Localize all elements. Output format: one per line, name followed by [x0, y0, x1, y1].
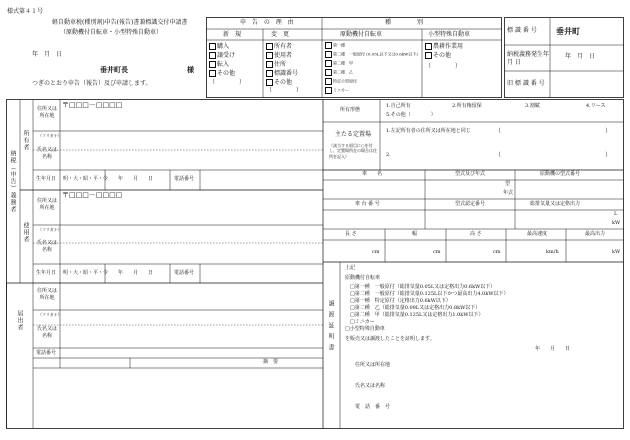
- storage-option-2: 2.: [386, 152, 391, 158]
- moped-type-item-1: [325, 42, 345, 49]
- new-other-paren: （ ）: [209, 79, 246, 86]
- addressee: 垂井町長: [100, 65, 128, 74]
- form-subtitle: （原動機付自転車・小型特殊自動車）: [60, 29, 163, 36]
- storage-option-1: 1.左記所有者の住所又は所在地と同じ: [386, 128, 471, 134]
- new-reason-item-4: [209, 70, 235, 77]
- length-unit: cm: [372, 249, 380, 255]
- power-unit: kW: [612, 249, 621, 255]
- checkbox-icon[interactable]: [325, 60, 332, 67]
- cert-item-label: □第二種 一般原付（総排気量0.125L以下かつ最高出力4.0kW以下）: [350, 291, 509, 297]
- moped-heading: 原動機付自転車: [340, 31, 383, 38]
- moped-type-item-label: 第一種: [333, 42, 345, 48]
- plate-label: 標 識 番 号: [507, 27, 537, 34]
- owner-kana-label: （フリガナ）: [38, 133, 62, 138]
- cert-item-2: [350, 292, 508, 297]
- issued-date: 年 月 日: [565, 53, 596, 60]
- applicant-kana-label: （フリガナ）: [38, 312, 62, 317]
- applicant-phone-label: 電話番号: [36, 350, 57, 356]
- length-label: 長 さ: [345, 231, 357, 237]
- applicant-name-label: 氏名又は名称: [36, 326, 57, 339]
- checkbox-icon[interactable]: [266, 79, 273, 86]
- new-reason-item-1: [209, 43, 229, 50]
- special-heading: 小型特殊自動車: [428, 31, 471, 38]
- ownership-option-2: 2.所有権留保: [452, 103, 482, 109]
- power-label: 最高出力: [585, 231, 606, 237]
- cert-date: 年 月 日: [535, 346, 571, 352]
- owner-birth-value: 明・大・昭・平・令 年 月 日: [63, 176, 154, 182]
- change-reason-item-1: [266, 43, 292, 50]
- cert-special: □小型特殊自動車: [345, 326, 385, 332]
- speed-label: 最高速度: [527, 231, 548, 237]
- moped-type-item-label: ミニカー: [333, 87, 349, 93]
- new-reason-item-label: 転入: [217, 61, 230, 68]
- width-unit: cm: [433, 249, 441, 255]
- owner-postal: 〒□□□－□□□□: [62, 101, 123, 109]
- change-other-paren: （ ）: [266, 87, 303, 94]
- applicant-section-label: 届出者: [16, 310, 23, 331]
- form-number: 様式第４１号: [7, 8, 44, 15]
- storage-note: （該当する項目に○を付し、定置場所在の場合は住所を記入）: [329, 143, 377, 159]
- checkbox-icon[interactable]: [425, 52, 432, 59]
- user-name-label: 氏名又は名称: [36, 240, 57, 253]
- cert-item-label: □ミニカー: [350, 319, 375, 325]
- new-reason-item-label: その他: [217, 70, 236, 77]
- model-unit-year: 年式: [503, 190, 514, 196]
- checkbox-icon[interactable]: [209, 61, 216, 68]
- remarks-label: 摘 要: [263, 359, 279, 365]
- moped-type-item-2: [325, 51, 418, 58]
- cert-item-label: □第二種 甲（総排気量0.125L又は定格出力1.0kW以下）: [350, 312, 484, 318]
- cert-side-label: 譲渡証明書: [327, 300, 334, 355]
- change-heading: 変 更: [271, 31, 290, 38]
- cert-heading: 上記: [345, 265, 356, 271]
- moped-type-item-label: 第二種 乙: [333, 69, 353, 75]
- height-label: 高 さ: [470, 231, 482, 237]
- model-unit-type: 型: [505, 181, 511, 187]
- user-address-label: 住所又は所在地: [36, 198, 57, 211]
- approval-label: 型式認定番号: [455, 201, 486, 207]
- change-reason-item-3: [266, 61, 286, 68]
- storage-paren-1: （: [495, 128, 502, 135]
- change-reason-item-label: 所有者: [274, 43, 293, 50]
- change-reason-item-label: 標識番号: [274, 70, 299, 77]
- ownership-option-5: 5.その他（ ）: [386, 112, 436, 118]
- storage-paren-1-close: ）: [605, 128, 612, 135]
- user-birth-label: 生年月日: [36, 270, 57, 276]
- ownership-label: 所有形態: [340, 107, 361, 113]
- special-type-item-1: [425, 43, 463, 50]
- special-type-item-label: その他: [433, 52, 452, 59]
- speed-unit: km/h: [546, 249, 559, 255]
- moped-type-item-label: 第二種 甲: [333, 60, 353, 66]
- user-section-label: 使用者: [22, 222, 29, 243]
- checkbox-icon[interactable]: [325, 69, 332, 76]
- taxpayer-side-label: 納税（申告）義務者: [9, 150, 16, 213]
- special-other-paren: （ ）: [425, 63, 462, 70]
- owner-birth-label: 生年月日: [36, 176, 57, 182]
- checkbox-icon[interactable]: [209, 52, 216, 59]
- reason-heading: 申 告 の 理 由: [240, 19, 296, 26]
- user-birth-value: 明・大・昭・平・令 年 月 日: [63, 270, 154, 276]
- displacement-label: 総排気量又は定格出力: [530, 201, 581, 207]
- special-type-item-2: [425, 52, 451, 59]
- moped-type-item-3: [325, 60, 353, 67]
- new-heading: 新 規: [223, 31, 242, 38]
- ownership-option-4: 4.リース: [586, 103, 606, 109]
- model-label: 型式及び年式: [455, 171, 486, 177]
- cert-item-label: □第一種 特定原付（定格出力0.6kW以下）: [350, 298, 451, 304]
- new-reason-item-label: 譲受け: [217, 52, 236, 59]
- ownership-option-3: 3.割賦: [525, 103, 540, 109]
- cert-name-label: 氏名又は名称: [355, 383, 386, 389]
- cert-item-3: [350, 299, 451, 304]
- checkbox-icon[interactable]: [209, 43, 216, 50]
- honorific: 様: [187, 65, 194, 74]
- change-reason-item-4: [266, 70, 298, 77]
- moped-type-item-4: [325, 69, 353, 76]
- cert-item-1: [350, 285, 495, 290]
- type-heading: 種 別: [385, 19, 426, 26]
- change-reason-item-5: [266, 79, 292, 86]
- chassis-label: 車 台 番 号: [355, 201, 380, 207]
- form-date: 年 月 日: [32, 51, 63, 58]
- checkbox-icon[interactable]: [266, 43, 273, 50]
- storage-label: 主たる定置場: [335, 131, 372, 138]
- owner-address-label: 住所又は所在地: [36, 106, 57, 119]
- checkbox-icon[interactable]: [325, 42, 332, 49]
- checkbox-icon[interactable]: [325, 51, 332, 58]
- checkbox-icon[interactable]: [266, 70, 273, 77]
- height-unit: cm: [493, 249, 501, 255]
- moped-type-item-6: [325, 87, 349, 94]
- form-title: 軽自動車税(種別割)申告(報告)書兼標識交付申請書: [52, 19, 188, 26]
- special-type-item-label: 農耕作業用: [433, 43, 464, 50]
- width-label: 幅: [412, 231, 418, 237]
- new-reason-item-2: [209, 52, 235, 59]
- moped-type-item-label: 特定小型原付: [333, 78, 357, 84]
- change-reason-item-label: 使用者: [274, 52, 293, 59]
- cert-item-5: [350, 313, 483, 318]
- issued-label: 納税義務発生年 月 日: [507, 51, 550, 66]
- checkbox-icon[interactable]: [266, 61, 273, 68]
- checkbox-icon[interactable]: [209, 70, 216, 77]
- old-plate-label: 旧 標 識 番 号: [507, 80, 545, 87]
- cert-phone-label: 電 話 番 号: [355, 404, 391, 410]
- engine-label: 原動機の型式番号: [540, 171, 581, 177]
- make-label: 車 名: [362, 171, 383, 177]
- change-reason-item-label: その他: [274, 79, 293, 86]
- checkbox-icon[interactable]: [425, 43, 432, 50]
- checkbox-icon[interactable]: [266, 52, 273, 59]
- plate-town: 垂井町: [556, 26, 580, 36]
- moped-type-item-label: 第二種 一般原付 (0.05L以下又は0.6kW以下): [333, 51, 418, 57]
- cert-item-label: □第二種 乙（総排気量0.09L又は定格出力0.8kW以下）: [350, 305, 481, 311]
- storage-paren-2-close: ）: [605, 152, 612, 159]
- new-reason-item-label: 購入: [217, 43, 230, 50]
- cert-item-6: [350, 320, 375, 325]
- owner-phone-label: 電話番号: [174, 176, 195, 182]
- cert-address-label: 住所又は所在地: [355, 362, 391, 368]
- owner-name-label: 氏名又は名称: [36, 147, 57, 160]
- declaration: つぎのとおり申告（報告）及び申請します。: [32, 80, 152, 87]
- change-reason-item-2: [266, 52, 292, 59]
- checkbox-icon[interactable]: [325, 78, 332, 85]
- user-phone-label: 電話番号: [174, 270, 195, 276]
- storage-paren-2: （: [495, 152, 502, 159]
- change-reason-item-label: 住所: [274, 61, 287, 68]
- ownership-option-1: 1.自己所有: [386, 103, 411, 109]
- moped-type-item-5: [325, 78, 357, 85]
- cert-statement: を販売又は譲渡したことを証明します。: [345, 336, 435, 342]
- owner-section-label: 所有者: [22, 130, 29, 151]
- checkbox-icon[interactable]: [325, 87, 332, 94]
- cert-item-label: □第一種 一般原付（総排気量0.05L又は定格出力0.6kW以下）: [350, 284, 496, 290]
- disp-unit-l: L: [614, 211, 618, 217]
- applicant-address-label: 住所又は所在地: [36, 288, 57, 301]
- new-reason-item-3: [209, 61, 229, 68]
- cert-item-4: [350, 306, 480, 311]
- user-kana-label: （フリガナ）: [38, 227, 62, 232]
- disp-unit-kw: kW: [612, 220, 621, 226]
- cert-moped: 原動機付自転車: [345, 275, 381, 281]
- user-postal: 〒□□□－□□□□: [62, 191, 123, 199]
